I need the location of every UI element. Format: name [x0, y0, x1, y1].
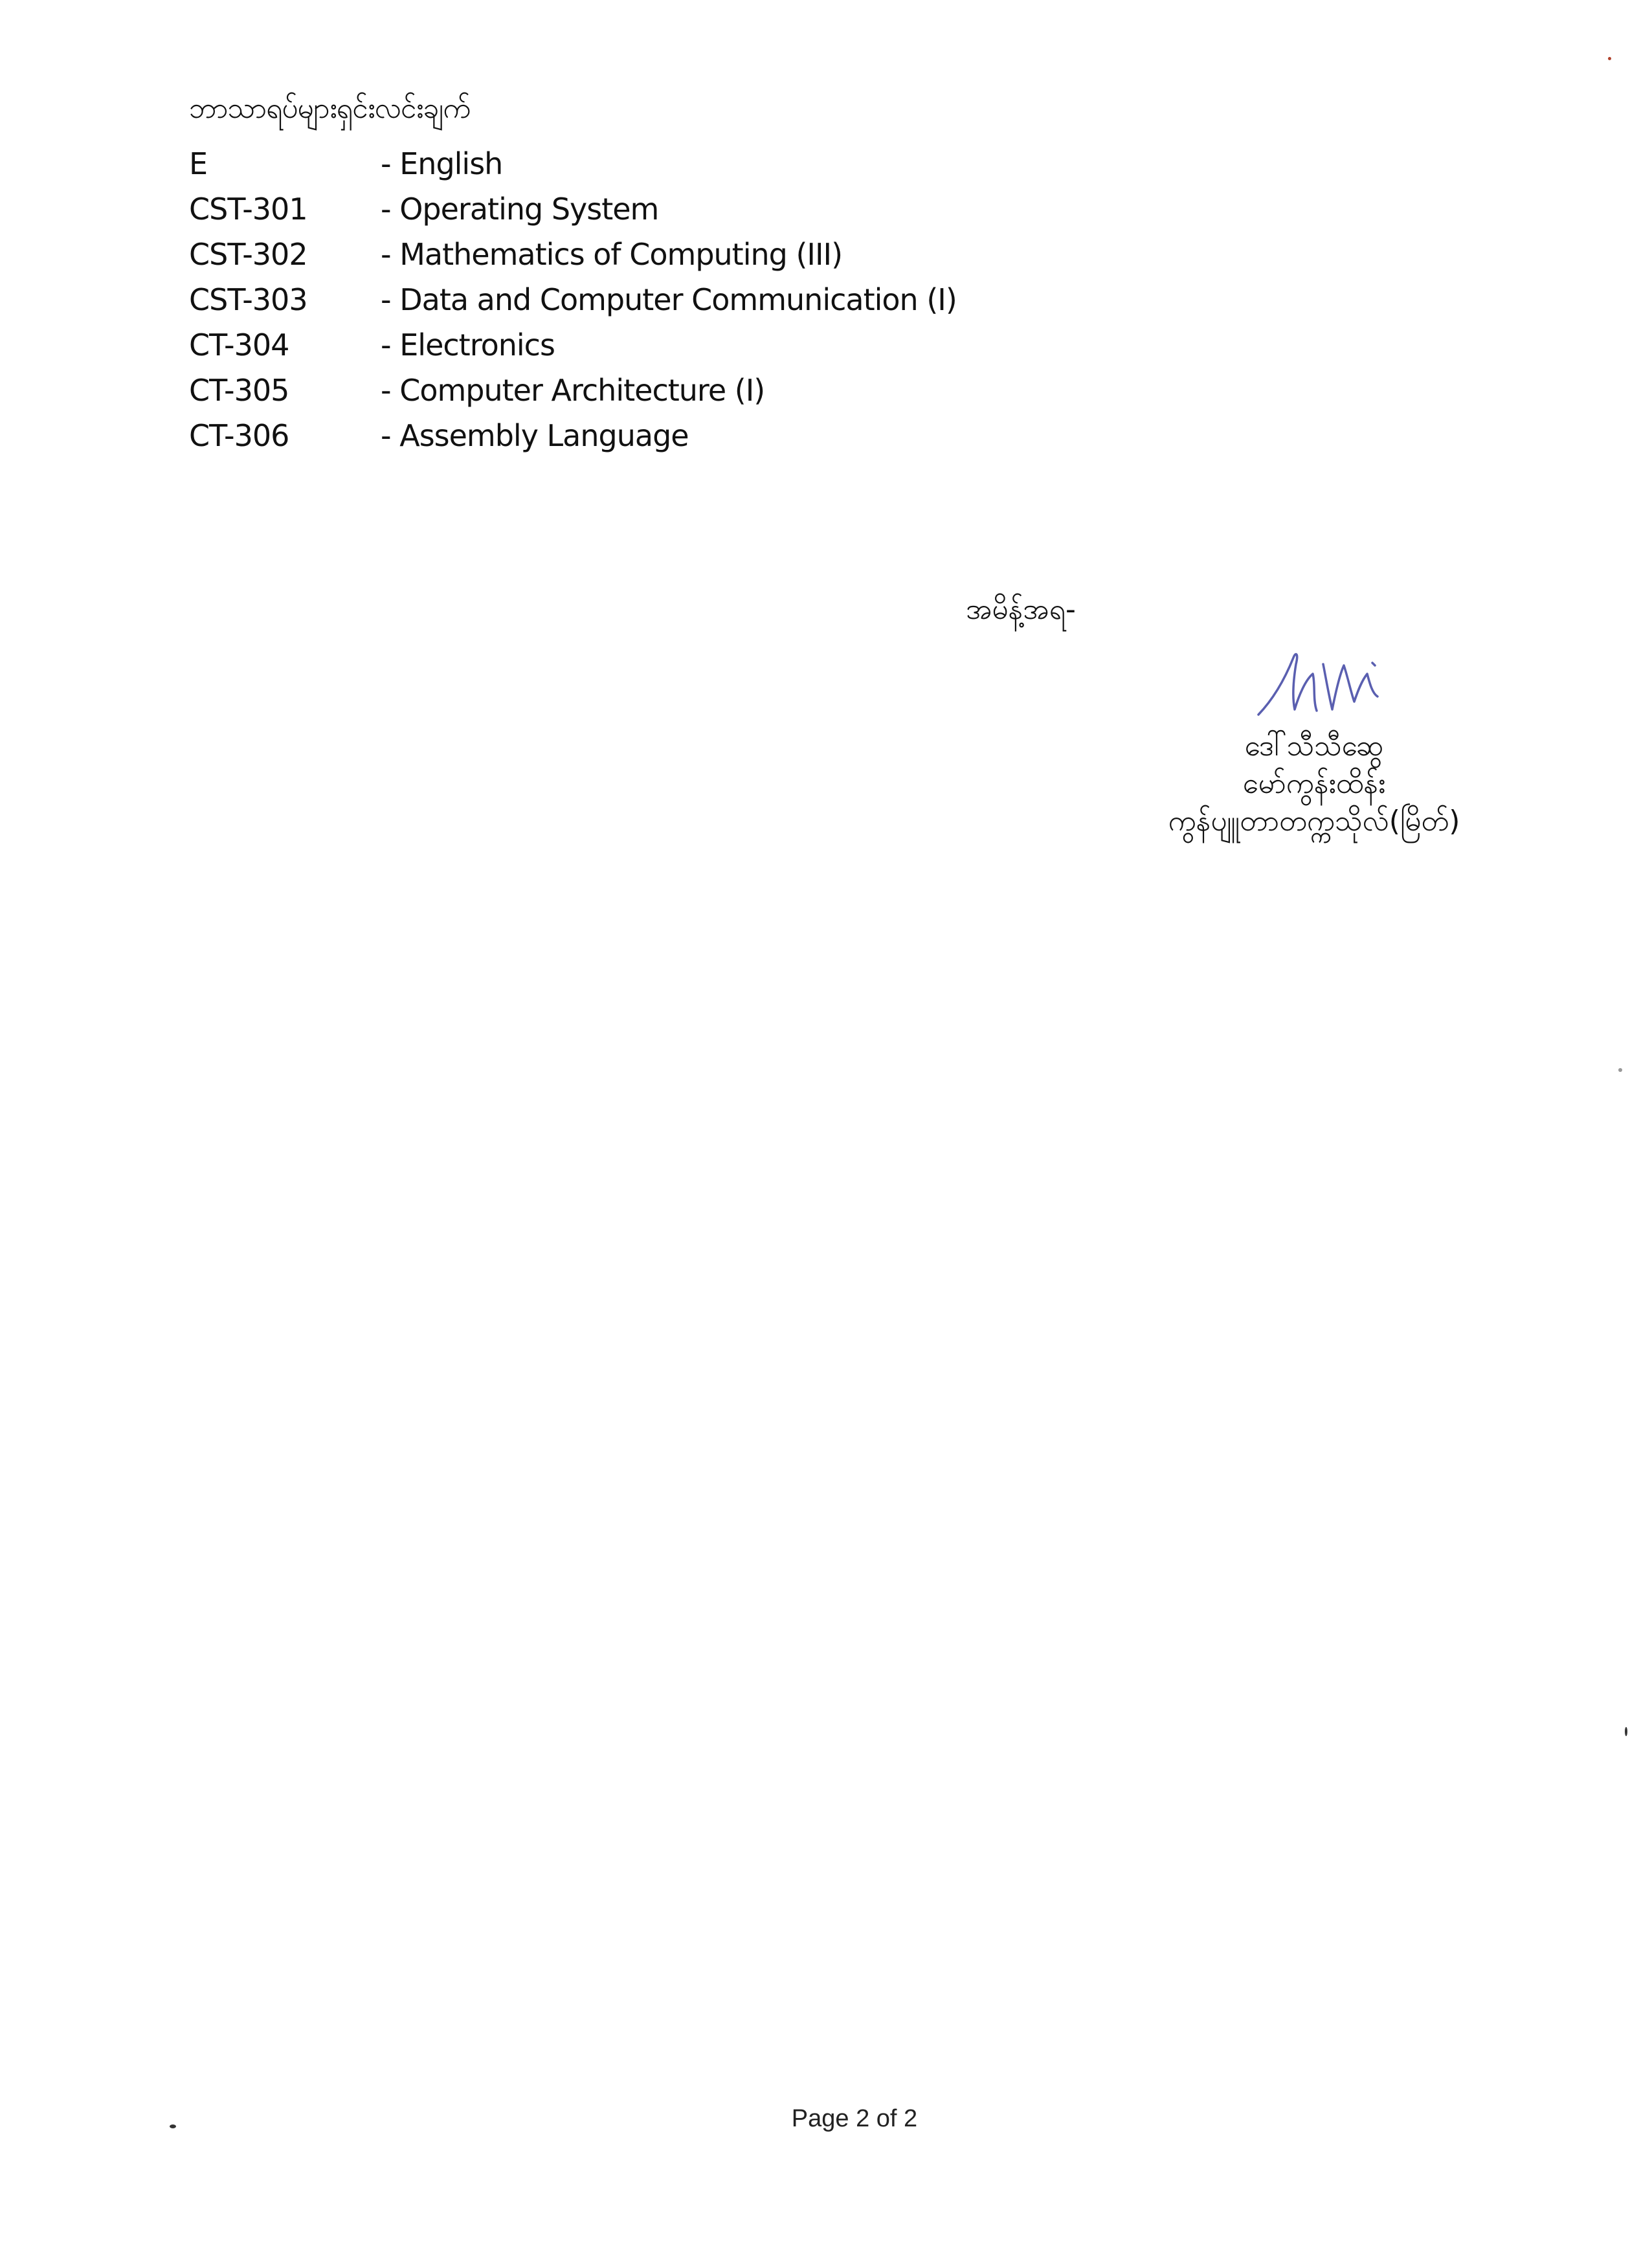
- subject-name: - Operating System: [381, 192, 659, 227]
- subject-name: - Mathematics of Computing (III): [381, 237, 843, 272]
- subject-code: CT-305: [189, 373, 289, 408]
- subject-name: - Electronics: [381, 328, 555, 362]
- signatory-name: ဒေါ်သီသီဆွေ: [1244, 730, 1384, 763]
- subject-code: CST-301: [189, 192, 307, 227]
- scan-speck: [1608, 57, 1611, 60]
- subject-name: - Data and Computer Communication (I): [381, 282, 957, 317]
- subject-name: - English: [381, 146, 503, 181]
- page-number: Page 2 of 2: [791, 2105, 918, 2132]
- subject-row: [189, 322, 957, 368]
- signatory-block: [1100, 728, 1528, 840]
- subject-row: [189, 413, 957, 458]
- subject-row: [189, 186, 957, 232]
- handwritten-signature: [1253, 645, 1402, 729]
- signatory-title: မော်ကွန်းထိန်း: [1242, 767, 1386, 800]
- subject-legend-title: ဘာသာရပ်များရှင်းလင်းချက်: [189, 92, 471, 125]
- scan-speck: [170, 2124, 176, 2128]
- subject-row: [189, 141, 957, 186]
- subject-code: CST-302: [189, 237, 307, 272]
- subject-row: [189, 368, 957, 413]
- subject-list: [189, 141, 957, 458]
- subject-code: E: [189, 146, 208, 181]
- subject-name: - Computer Architecture (I): [381, 373, 765, 408]
- subject-code: CT-306: [189, 418, 289, 453]
- scan-speck: [1618, 1068, 1622, 1072]
- subject-row: [189, 232, 957, 277]
- subject-row: [189, 277, 957, 322]
- subject-name: - Assembly Language: [381, 418, 689, 453]
- scan-speck: [1625, 1727, 1627, 1736]
- subject-code: CT-304: [189, 328, 289, 362]
- subject-code: CST-303: [189, 282, 307, 317]
- signatory-institution: ကွန်ပျူတာတက္ကသိုလ်(မြိတ်): [1168, 805, 1460, 838]
- by-order-label: အမိန့်အရ-: [966, 593, 1076, 626]
